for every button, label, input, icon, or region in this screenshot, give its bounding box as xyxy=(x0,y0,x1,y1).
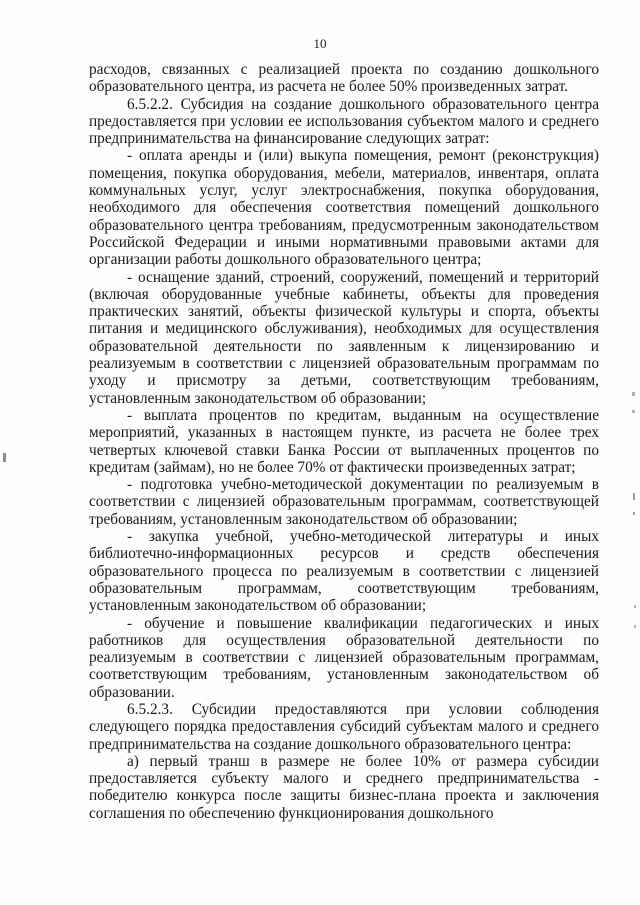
page-number: 10 xyxy=(313,36,327,51)
list-item-methodical-documentation: - подготовка учебно-методической документации по реализуемым в соответствии с лицензией образовательным программам, соответствующей требованиям, установленным законодательством об образовании; xyxy=(89,476,599,528)
scan-margin-mark xyxy=(632,392,635,396)
scan-margin-mark xyxy=(634,605,636,608)
scan-margin-mark xyxy=(633,493,635,500)
list-item-loan-interest: - выплата процентов по кредитам, выданным на осуществление мероприятий, указанных в настоящем пункте, из расчета не более трех четвертых ключевой ставки Банка России от выплаченных процентов по кредитам (займам), но не более 70% от фактически произведенных затрат; xyxy=(89,406,599,476)
paragraph-6-5-2-2: 6.5.2.2. Субсидия на создание дошкольного образовательного центра предоставляется при условии ее использования субъектом малого и среднего предпринимательства на финансирование следующих затрат: xyxy=(89,95,599,148)
scan-margin-mark xyxy=(632,410,635,413)
scan-margin-mark xyxy=(3,453,6,462)
paragraph-first-tranche: а) первый транш в размере не более 10% от размера субсидии предоставляется субъекту малого и среднего предпринимательства - победителю конкурса после защиты бизнес-плана проекта и заключения соглашения по обеспечению функционирования дошкольного xyxy=(89,752,599,822)
list-item-rent-and-equipment: - оплата аренды и (или) выкупа помещения, ремонт (реконструкция) помещения, покупка оборудования, мебели, материалов, инвентаря, оплата коммунальных услуг, услуг электроснабжения, покупка оборудования, необходимого для обеспечения соответствия помещений дошкольного образовательного центра требованиям, предусмотренным законодательством Российской Федерации и иными нормативными правовыми актами для организации работы дошкольного образовательного центра; xyxy=(89,147,599,269)
document-body xyxy=(89,61,599,822)
paragraph-6-5-2-3: 6.5.2.3. Субсидии предоставляются при условии соблюдения следующего порядка предоставления субсидий субъектам малого и среднего предпринимательства на создание дошкольного образовательного центра: xyxy=(89,700,599,753)
scan-margin-mark xyxy=(633,512,635,515)
list-item-building-equipment: - оснащение зданий, строений, сооружений, помещений и территорий (включая оборудованные учебные кабинеты, объекты для проведения практических занятий, объекты физической культуры и спорта, объекты питания и медицинского обслуживания), необходимых для осуществления образовательной деятельности по заявленным к лицензированию и реализуемым в соответствии с лицензией образовательным программам по уходу и присмотру за детьми, соответствующим требованиям, установленным законодательством об образовании; xyxy=(89,268,599,407)
list-item-literature-purchase: - закупка учебной, учебно-методической литературы и иных библиотечно-информационных ресурсов и средств обеспечения образовательного процесса по реализуемым в соответствии с лицензией образовательным программам, соответствующим требованиям, установленным законодательством об образовании; xyxy=(89,528,599,615)
scan-margin-mark xyxy=(634,625,636,628)
paragraph-continuation: расходов, связанных с реализацией проекта по созданию дошкольного образовательного центра, из расчета не более 50% произведенных затрат. xyxy=(89,61,599,96)
list-item-staff-training: - обучение и повышение квалификации педагогических и иных работников для осуществления образовательной деятельности по реализуемым в соответствии с лицензией образовательным программам, соответствующим требованиям, установленным законодательством об образовании. xyxy=(89,614,599,701)
